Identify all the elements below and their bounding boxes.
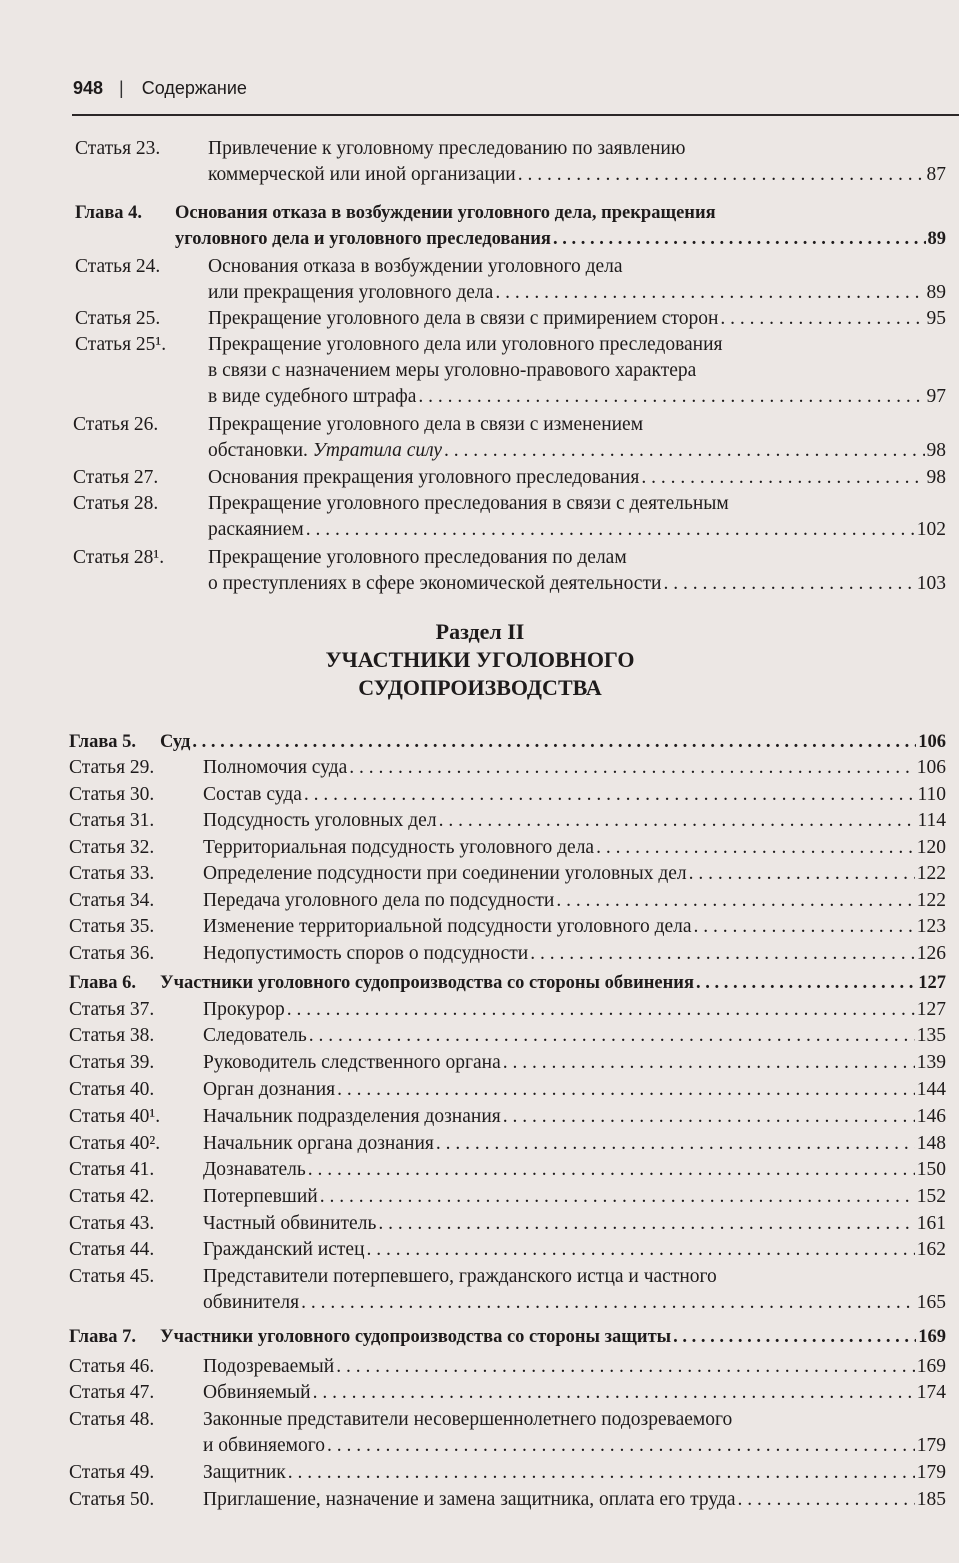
article-label: Статья 47. [69, 1382, 155, 1403]
entry-title-line: раскаянием [208, 519, 304, 540]
dot-leader [418, 384, 924, 410]
article-label: Статья 48. [69, 1409, 155, 1430]
toc-entry-row[interactable] [175, 226, 946, 252]
page-ref: 122 [916, 890, 946, 911]
entry-title-line: Законные представители несовершеннолетнего подозреваемого [203, 1409, 733, 1430]
article-label: Статья 28. [73, 493, 159, 514]
dot-leader [304, 782, 916, 808]
article-label: Статья 37. [69, 999, 155, 1020]
dot-leader [436, 1131, 915, 1157]
article-line [73, 571, 946, 597]
toc-entry-row[interactable] [203, 1104, 946, 1130]
entry-title-line: Прокурор [203, 999, 285, 1020]
article-line [73, 465, 946, 491]
dot-leader [696, 970, 916, 996]
page-ref: 103 [916, 573, 946, 594]
article-line [69, 1157, 946, 1183]
article-line [69, 997, 946, 1023]
page-ref: 106 [918, 732, 946, 752]
chapter-line [75, 200, 946, 226]
toc-entry-row[interactable] [203, 1487, 946, 1513]
chapter-label: Глава 5. [69, 732, 137, 752]
article-line [69, 782, 946, 808]
toc-entry-row[interactable] [208, 384, 946, 410]
dot-leader [518, 162, 925, 188]
toc-entry-row[interactable] [208, 517, 946, 543]
entry-title-line: коммерческой или иной организации [208, 164, 516, 185]
article-label: Статья 31. [69, 810, 155, 831]
page-ref: 89 [926, 282, 946, 303]
page-ref: 97 [926, 386, 946, 407]
toc-entry-row[interactable] [203, 808, 946, 834]
article-label: Статья 34. [69, 890, 155, 911]
article-label: Статья 25¹. [75, 334, 167, 355]
page-ref: 135 [916, 1025, 946, 1046]
toc-entry-row[interactable] [208, 162, 946, 188]
article-line [69, 755, 946, 781]
article-label: Статья 40. [69, 1079, 155, 1100]
entry-title-line: Изменение территориальной подсудности уголовного дела [203, 916, 692, 937]
page-number: 948 [73, 77, 104, 98]
chapter-label: Глава 6. [69, 973, 137, 993]
article-line [69, 1237, 946, 1263]
entry-title-line: Участники уголовного судопроизводства со стороны защиты [160, 1327, 672, 1347]
article-line [69, 808, 946, 834]
entry-title-line: Состав суда [203, 784, 302, 805]
entry-title-line: Обвиняемый [203, 1382, 311, 1403]
header-separator: | [119, 77, 124, 98]
toc-entry-row[interactable] [203, 1237, 946, 1263]
section-title-line-2: СУДОПРОИЗВОДСТВА [358, 675, 602, 700]
entry-title-line: Участники уголовного судопроизводства со стороны обвинения [160, 973, 694, 993]
entry-title-line: Защитник [203, 1462, 286, 1483]
dot-leader [309, 1023, 915, 1049]
page-ref: 152 [916, 1186, 946, 1207]
article-label: Статья 46. [69, 1356, 155, 1377]
dot-leader [327, 1433, 915, 1459]
entry-title-line: Представители потерпевшего, гражданского истца и частного [203, 1266, 717, 1287]
article-line [69, 1184, 946, 1210]
entry-title-line: Потерпевший [203, 1186, 318, 1207]
dot-leader [301, 1290, 915, 1316]
page-ref: 127 [918, 973, 946, 993]
article-label: Статья 38. [69, 1025, 155, 1046]
dot-leader [287, 997, 915, 1023]
dot-leader [495, 280, 924, 306]
entry-title-line: или прекращения уголовного дела [208, 282, 494, 303]
chapter-line [69, 1324, 946, 1350]
dot-leader [439, 808, 916, 834]
toc-entry-row[interactable] [208, 280, 946, 306]
entry-title-line: в связи с назначением меры уголовно-правового характера [208, 360, 697, 381]
toc-entry-row[interactable] [203, 1077, 946, 1103]
toc-entry-row[interactable] [203, 1157, 946, 1183]
article-line [73, 438, 946, 464]
entry-title-line: Основания отказа в возбуждении уголовного дела, прекращения [175, 203, 716, 223]
article-line [69, 1460, 946, 1486]
article-label: Статья 44. [69, 1239, 155, 1260]
toc-entry-row[interactable] [203, 835, 946, 861]
page-ref: 148 [916, 1133, 946, 1154]
page-ref: 98 [926, 440, 946, 461]
entry-title-line: Начальник органа дознания [203, 1133, 434, 1154]
article-label: Статья 25. [75, 308, 161, 329]
dot-leader [530, 941, 915, 967]
page-ref: 110 [917, 784, 946, 805]
article-line [75, 358, 946, 384]
dot-leader [320, 1184, 915, 1210]
article-line [73, 491, 946, 517]
toc-entry-row[interactable] [203, 1380, 946, 1406]
article-line [69, 1290, 946, 1316]
page-ref: 150 [916, 1159, 946, 1180]
page-ref: 139 [916, 1052, 946, 1073]
article-label: Статья 45. [69, 1266, 155, 1287]
toc-entry-row[interactable] [208, 438, 946, 464]
toc-entry-row[interactable] [208, 571, 946, 597]
entry-title-line: обстановки. [208, 440, 308, 461]
entry-title-line: Руководитель следственного органа [203, 1052, 501, 1073]
toc-entry-row[interactable] [160, 970, 946, 996]
article-line [69, 914, 946, 940]
header-title: Содержание [141, 77, 247, 98]
dot-leader [641, 465, 924, 491]
article-label: Статья 42. [69, 1186, 155, 1207]
entry-title-line: в виде судебного штрафа [208, 386, 417, 407]
section-label: Раздел II [435, 619, 525, 644]
entry-title-line: Прекращение уголовного преследования в связи с деятельным [208, 493, 729, 514]
entry-title-line: Дознаватель [203, 1159, 306, 1180]
page-ref: 126 [916, 943, 946, 964]
article-line [69, 835, 946, 861]
article-label: Статья 26. [73, 414, 159, 435]
article-label: Статья 36. [69, 943, 155, 964]
toc-entry-row[interactable] [203, 861, 946, 887]
article-line [69, 1104, 946, 1130]
entry-title-line: Прекращение уголовного дела в связи с изменением [208, 414, 644, 435]
dot-leader [738, 1487, 915, 1513]
entry-title-line: Привлечение к уголовному преследованию по заявлению [208, 138, 686, 159]
toc-entry-row[interactable] [203, 941, 946, 967]
entry-title-line: Определение подсудности при соединении уголовных дел [203, 863, 687, 884]
page-ref: 87 [926, 164, 946, 185]
toc-entry-row[interactable] [203, 997, 946, 1023]
entry-title-line: уголовного дела и уголовного преследования [175, 229, 551, 249]
page-ref: 89 [927, 229, 946, 249]
article-line [69, 941, 946, 967]
article-line [69, 1264, 946, 1290]
article-label: Статья 32. [69, 837, 155, 858]
toc-entry-row[interactable] [160, 729, 946, 755]
article-line [73, 412, 946, 438]
dot-leader [689, 861, 915, 887]
entry-title-line: о преступлениях в сфере экономической деятельности [208, 573, 662, 594]
article-line [69, 1023, 946, 1049]
page-ref: 95 [926, 308, 946, 329]
entry-title-line: Приглашение, назначение и замена защитника, оплата его труда [203, 1489, 736, 1510]
chapter-line [69, 729, 946, 755]
repealed-note: Утратила силу [307, 440, 443, 461]
article-label: Статья 27. [73, 467, 159, 488]
dot-leader [308, 1157, 915, 1183]
toc-entry-row[interactable] [203, 914, 946, 940]
page-ref: 185 [916, 1489, 946, 1510]
page-ref: 144 [916, 1079, 946, 1100]
article-line [75, 384, 946, 410]
toc-entry-row[interactable] [208, 465, 946, 491]
page-ref: 127 [916, 999, 946, 1020]
toc-entry-row[interactable] [203, 1290, 946, 1316]
dot-leader [720, 306, 924, 332]
section-title-line-1: УЧАСТНИКИ УГОЛОВНОГО [325, 647, 635, 672]
toc-entry-row[interactable] [203, 755, 946, 781]
page-ref: 102 [916, 519, 946, 540]
chapter-line [75, 226, 946, 252]
page-ref: 162 [916, 1239, 946, 1260]
dot-leader [378, 1211, 914, 1237]
entry-title-line: Гражданский истец [203, 1239, 365, 1260]
article-line [73, 545, 946, 571]
page-ref: 120 [916, 837, 946, 858]
article-label: Статья 24. [75, 256, 161, 277]
article-label: Статья 41. [69, 1159, 155, 1180]
dot-leader [596, 835, 915, 861]
entry-title-line: Начальник подразделения дознания [203, 1106, 501, 1127]
article-label: Статья 35. [69, 916, 155, 937]
entry-title-line: Передача уголовного дела по подсудности [203, 890, 555, 911]
chapter-line [69, 970, 946, 996]
toc-entry-row[interactable] [203, 1354, 946, 1380]
entry-title-line: обвинителя [203, 1292, 300, 1313]
page-ref: 114 [917, 810, 946, 831]
article-line [69, 1211, 946, 1237]
article-line [69, 861, 946, 887]
entry-title-line: Следователь [203, 1025, 307, 1046]
toc-entry-row[interactable] [203, 1460, 946, 1486]
article-label: Статья 49. [69, 1462, 155, 1483]
page-ref: 98 [926, 467, 946, 488]
page-ref: 146 [916, 1106, 946, 1127]
article-line [75, 136, 946, 162]
dot-leader [367, 1237, 915, 1263]
dot-leader [349, 755, 914, 781]
article-line [75, 162, 946, 188]
entry-title-line: Территориальная подсудность уголовного дела [203, 837, 595, 858]
toc-entry-row[interactable] [203, 1131, 946, 1157]
article-line [75, 306, 946, 332]
entry-title-line: Подсудность уголовных дел [203, 810, 437, 831]
page-ref: 165 [916, 1292, 946, 1313]
chapter-label: Глава 7. [69, 1327, 137, 1347]
article-line [69, 888, 946, 914]
entry-title-line: и обвиняемого [203, 1435, 326, 1456]
article-label: Статья 50. [69, 1489, 155, 1510]
entry-title-line: Подозреваемый [203, 1356, 335, 1377]
entry-title-line: Суд [160, 732, 191, 752]
toc-entry-row[interactable] [203, 1211, 946, 1237]
dot-leader [337, 1077, 915, 1103]
dot-leader [192, 729, 916, 755]
article-line [69, 1077, 946, 1103]
entry-title-line: Полномочия суда [203, 757, 348, 778]
page-ref: 106 [916, 757, 946, 778]
entry-title-line: Прекращение уголовного дела или уголовного преследования [208, 334, 723, 355]
article-line [73, 517, 946, 543]
entry-title-line: Прекращение уголовного преследования по делам [208, 547, 627, 568]
article-line [75, 332, 946, 358]
article-label: Статья 40². [69, 1133, 161, 1154]
article-line [69, 1380, 946, 1406]
entry-title-line: Прекращение уголовного дела в связи с примирением сторон [208, 308, 719, 329]
toc-entry-row[interactable] [203, 1023, 946, 1049]
dot-leader [336, 1354, 915, 1380]
article-line [69, 1050, 946, 1076]
article-label: Статья 29. [69, 757, 155, 778]
dot-leader [503, 1050, 915, 1076]
dot-leader [663, 571, 914, 597]
toc-entry-row[interactable] [203, 1184, 946, 1210]
page-ref: 179 [916, 1462, 946, 1483]
entry-title-line: Орган дознания [203, 1079, 336, 1100]
page-ref: 179 [916, 1435, 946, 1456]
article-line [69, 1487, 946, 1513]
toc-entry-row[interactable] [203, 888, 946, 914]
article-label: Статья 28¹. [73, 547, 165, 568]
entry-title-line: Частный обвинитель [203, 1213, 377, 1234]
article-label: Статья 23. [75, 138, 161, 159]
dot-leader [444, 438, 924, 464]
toc-entry-row[interactable] [203, 782, 946, 808]
dot-leader [673, 1324, 916, 1350]
article-label: Статья 40¹. [69, 1106, 161, 1127]
article-label: Статья 30. [69, 784, 155, 805]
article-line [69, 1354, 946, 1380]
page-ref: 122 [916, 863, 946, 884]
article-line [69, 1131, 946, 1157]
article-line [69, 1433, 946, 1459]
entry-title-line: Основания отказа в возбуждении уголовного дела [208, 256, 623, 277]
toc-entry-row[interactable] [208, 306, 946, 332]
article-label: Статья 43. [69, 1213, 155, 1234]
entry-title-line: Основания прекращения уголовного преследования [208, 467, 640, 488]
toc-entry-row[interactable] [160, 1324, 946, 1350]
page-ref: 123 [916, 916, 946, 937]
chapter-label: Глава 4. [75, 203, 143, 223]
article-line [75, 254, 946, 280]
dot-leader [556, 888, 914, 914]
article-line [75, 280, 946, 306]
toc-entry-row[interactable] [203, 1433, 946, 1459]
article-label: Статья 39. [69, 1052, 155, 1073]
toc-entry-row[interactable] [203, 1050, 946, 1076]
page-ref: 174 [916, 1382, 946, 1403]
dot-leader [503, 1104, 915, 1130]
page-ref: 169 [918, 1327, 946, 1347]
page-ref: 169 [916, 1356, 946, 1377]
article-label: Статья 33. [69, 863, 155, 884]
dot-leader [288, 1460, 915, 1486]
dot-leader [306, 517, 915, 543]
dot-leader [694, 914, 915, 940]
dot-leader [313, 1380, 915, 1406]
page-ref: 161 [916, 1213, 946, 1234]
dot-leader [553, 226, 926, 252]
article-line [69, 1407, 946, 1433]
entry-title-line: Недопустимость споров о подсудности [203, 943, 529, 964]
